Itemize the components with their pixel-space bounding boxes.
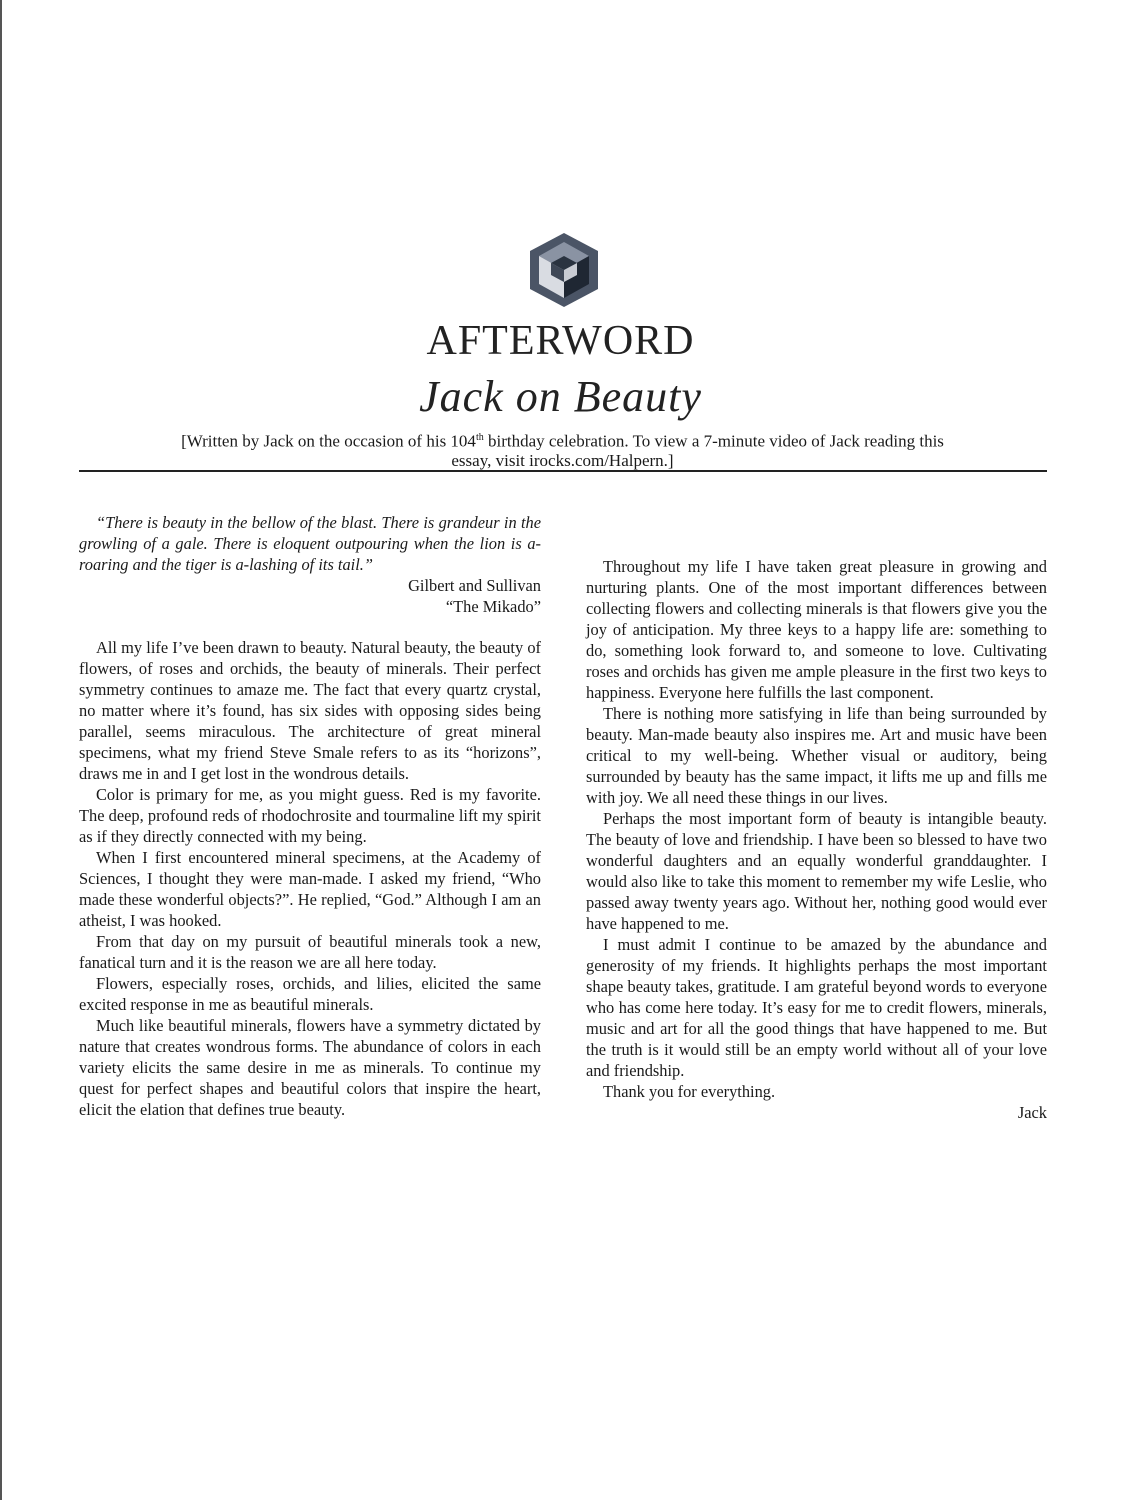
left-column <box>79 512 541 1120</box>
paragraph: Flowers, especially roses, orchids, and lilies, elicited the same excited response in me as beautiful minerals. <box>79 974 541 1014</box>
paragraph: When I first encountered mineral specimens, at the Academy of Sciences, I thought they were man-made. I asked my friend, “Who made these wonderful objects?”. He replied, “God.” Although I am an atheist, I was hooked. <box>79 848 541 930</box>
paragraph: Thank you for everything. <box>603 1082 776 1101</box>
page-subtitle: Jack on Beauty <box>419 372 702 421</box>
epigraph-quote: “There is beauty in the bellow of the blast. There is grandeur in the growling of a gale. There is eloquent outpouring when the lion is a-roaring and the tiger is a-lashing of its tail.” <box>79 513 541 574</box>
intro-note: [Written by Jack on the occasion of his 104th birthday celebration. To view a 7-minute video of Jack reading this essay, visit irocks.com/Halpern.] <box>181 431 944 470</box>
right-column <box>586 556 1047 1123</box>
paragraph: Much like beautiful minerals, flowers have a symmetry dictated by nature that creates wondrous forms. The abundance of colors in each variety elicits the same desire in me as minerals. To continue my quest for perfect shapes and beautiful colors that inspire the heart, elicit the elation that defines true beauty. <box>79 1016 541 1119</box>
paragraph: From that day on my pursuit of beautiful minerals took a new, fanatical turn and it is the reason we are all here today. <box>79 932 541 972</box>
paragraph: Throughout my life I have taken great pleasure in growing and nurturing plants. One of the most important differences between collecting flowers and collecting minerals is that flowers give you the joy of anticipation. My three keys to a happy life are: something to do, something look forward to, and someone to love. Cultivating roses and orchids has given me ample pleasure in the first two keys to happiness. Everyone here fulfills the last component. <box>586 557 1047 702</box>
paragraph: Perhaps the most important form of beauty is intangible beauty. The beauty of love and friendship. I have been so blessed to have two wonderful daughters and an equally wonderful granddaughter. I would also like to take this moment to remember my wife Leslie, who passed away twenty years ago. Without her, nothing good would ever have happened to me. <box>586 809 1047 933</box>
paragraph: All my life I’ve been drawn to beauty. Natural beauty, the beauty of flowers, of roses and orchids, the beauty of minerals. Their perfect symmetry continues to amaze me. The fact that every quartz crystal, no matter where it’s found, has six sides with opposing sides being parallel, seems miraculous. The architecture of great mineral specimens, what my friend Steve Smale refers to as its “horizons”, draws me in and I get lost in the wondrous details. <box>79 638 541 783</box>
paragraph: There is nothing more satisfying in life than being surrounded by beauty. Man-made beauty also inspires me. Art and music have been critical to my well-being. Whether visual or auditory, being surrounded by beauty has the same impact, it lifts me up and fills me with joy. We all need these things in our lives. <box>586 704 1047 807</box>
cube-logo-icon <box>529 232 599 308</box>
paragraph: I must admit I continue to be amazed by the abundance and generosity of my friends. It highlights perhaps the most important shape beauty takes, gratitude. I am grateful beyond words to everyone who has come here today. It’s easy for me to credit flowers, minerals, music and art for all the good things that have happened to me. But the truth is it would still be an empty world without all of your love and friendship. <box>586 935 1047 1080</box>
page-edge <box>0 0 2 1500</box>
epigraph-source: “The Mikado” <box>445 597 541 616</box>
paragraph: Color is primary for me, as you might guess. Red is my favorite. The deep, profound reds of rhodochrosite and tourmaline lift my spirit as if they directly connected with my being. <box>79 785 541 846</box>
page-title: AFTERWORD <box>426 318 695 364</box>
header-divider <box>79 470 1047 472</box>
signature: Jack <box>1017 1103 1047 1122</box>
epigraph-author: Gilbert and Sullivan <box>408 576 541 595</box>
